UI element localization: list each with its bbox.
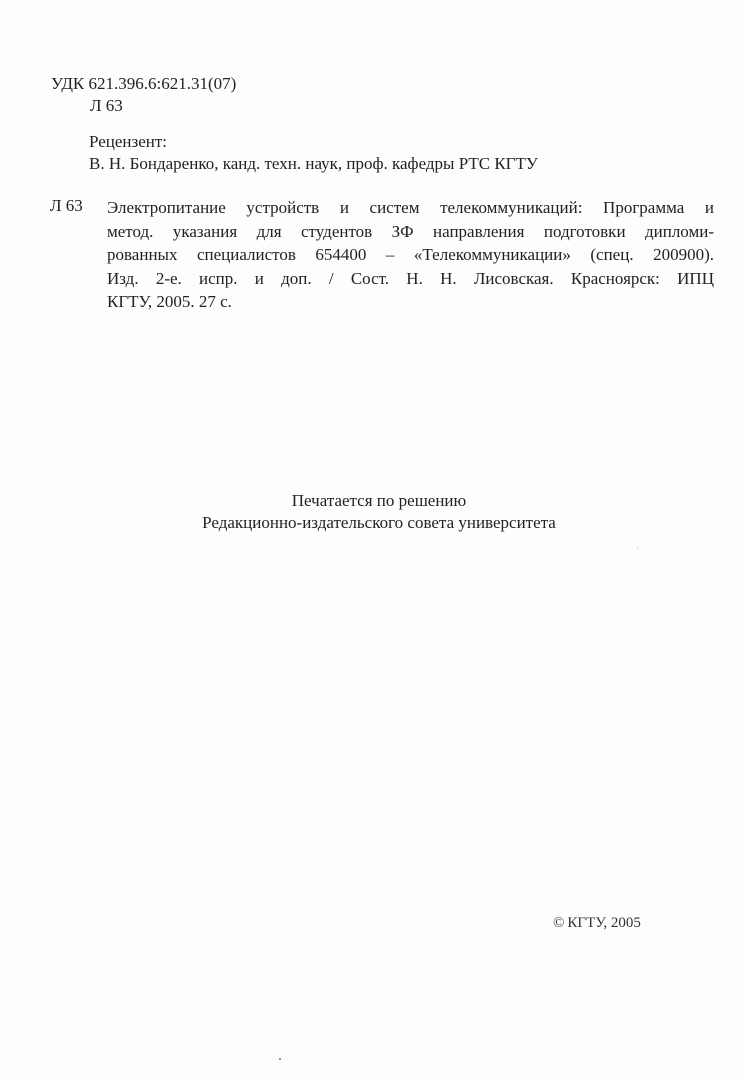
udk-classification: УДК 621.396.6:621.31(07) — [51, 74, 237, 93]
bibliographic-line: Изд. 2-е. испр. и доп. / Сост. Н. Н. Лисовская. Красноярск: ИПЦ — [107, 268, 714, 288]
copyright-icon: © — [553, 915, 565, 931]
scan-speck — [279, 1058, 281, 1060]
bibliographic-line: Электропитание устройств и систем телекоммуникаций: Программа и — [107, 198, 714, 217]
bibliographic-line: рованных специалистов 654400 – «Телекоммуникации» (спец. 200900). — [107, 245, 714, 264]
library-code: Л 63 — [90, 96, 123, 115]
bibliographic-code: Л 63 — [50, 196, 83, 215]
bibliographic-description — [107, 196, 714, 314]
reviewer-label: Рецензент: — [89, 132, 168, 151]
copyright-notice — [553, 914, 641, 932]
approval-line-1: Печатается по решению — [291, 491, 467, 510]
bibliographic-line: метод. указания для студентов ЗФ направления подготовки дипломи- — [107, 221, 714, 241]
copyright-text: КГТУ, 2005 — [567, 915, 641, 931]
reviewer-name: В. Н. Бондаренко, канд. техн. наук, проф. кафедры РТС КГТУ — [89, 154, 538, 173]
bibliographic-line: КГТУ, 2005. 27 с. — [107, 292, 232, 311]
approval-line-2: Редакционно-издательского совета университета — [202, 513, 556, 532]
scan-speck — [637, 548, 638, 549]
